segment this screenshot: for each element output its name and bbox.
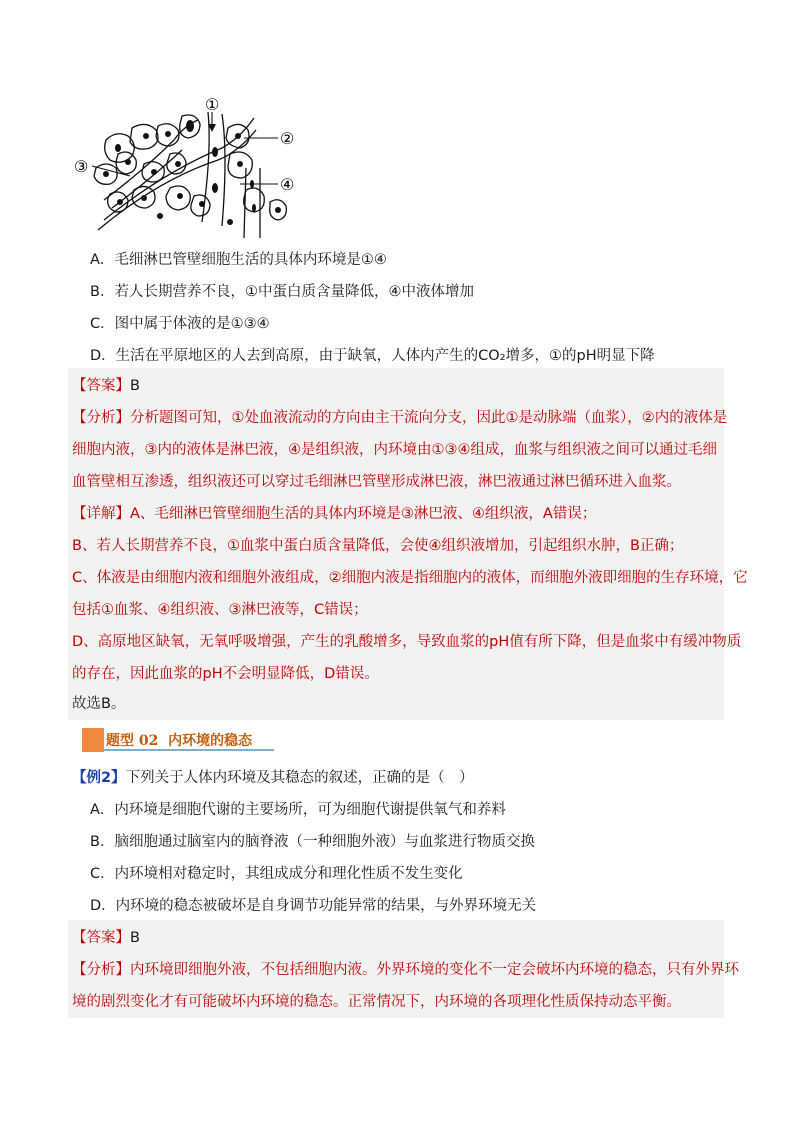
q1-option-c: C．图中属于体液的是①③④: [90, 316, 270, 332]
q1-conclusion: 故选B。: [72, 696, 126, 712]
q1-detail-line-2: B、若人长期营养不良，①血浆中蛋白质含量降低，会使④组织液增加，引起组织水肿，B正确；: [72, 538, 684, 554]
q1-detail-line-3: C、体液是由细胞内液和细胞外液组成，②细胞内液是指细胞内的液体，而细胞外液即细胞的生存环境，它: [72, 570, 748, 586]
answer-value: B: [130, 378, 140, 394]
q1-answer: [72, 376, 140, 396]
q1-option-b: B．若人长期营养不良，①中蛋白质含量降低，④中液体增加: [90, 284, 474, 300]
q2-analysis-line-1: 【分析】内环境即细胞外液，不包括细胞内液。外界环境的变化不一定会破坏内环境的稳态，只有外界环: [72, 962, 739, 978]
q1-detail-line-6: 的存在，因此血浆的pH不会明显降低，D错误。: [72, 666, 379, 682]
diagram-svg: [70, 92, 310, 242]
q2-option-b: B．脑细胞通过脑室内的脑脊液（一种细胞外液）与血浆进行物质交换: [90, 834, 535, 850]
q1-option-d: D．生活在平原地区的人去到高原，由于缺氧，人体内产生的CO₂增多，①的pH明显下降: [90, 348, 655, 364]
analysis-tag: 【分析】: [72, 410, 130, 426]
diagram-label-1: ①: [205, 95, 220, 114]
q2-option-d: D．内环境的稳态被破坏是自身调节功能异常的结果，与外界环境无关: [90, 898, 537, 914]
detail-tag: 【详解】: [72, 506, 130, 522]
diagram-label-3: ③: [74, 157, 89, 176]
answer-tag: 【答案】: [72, 378, 130, 394]
diagram-label-4: ④: [280, 175, 295, 194]
q2-option-c: C．内环境相对稳定时，其组成成分和理化性质不发生变化: [90, 866, 463, 882]
example-tag: 【例2】: [72, 770, 126, 786]
q2-analysis-line-2: 境的剧烈变化才有可能破坏内环境的稳态。正常情况下，内环境的各项理化性质保持动态平衡。: [72, 994, 681, 1010]
diagram-label-2: ②: [280, 129, 295, 148]
q1-option-a: A．毛细淋巴管壁细胞生活的具体内环境是①④: [90, 252, 387, 268]
tissue-fluid-diagram: [70, 92, 310, 242]
q1-detail-line-4: 包括①血浆、④组织液、③淋巴液等，C错误；: [72, 602, 368, 618]
q1-detail-line-1: 【详解】A、毛细淋巴管壁细胞生活的具体内环境是③淋巴液、④组织液，A错误；: [72, 506, 597, 522]
q1-analysis-line-1: 【分析】分析题图可知，①处血液流动的方向由主干流向分支，因此①是动脉端（血浆），②内的液体是: [72, 410, 728, 426]
q2-answer: 【答案】B: [72, 930, 140, 946]
q1-answer-block: [68, 368, 748, 720]
section-marker: [82, 728, 104, 752]
q1-analysis-line-3: 血管壁相互渗透，组织液还可以穿过毛细淋巴管壁形成淋巴液，淋巴液通过淋巴循环进入血浆。: [72, 474, 681, 490]
q2-answer-block: [68, 920, 739, 1018]
q2-option-a: A．内环境是细胞代谢的主要场所，可为细胞代谢提供氧气和养料: [90, 802, 506, 818]
q2-stem: 【例2】下列关于人体内环境及其稳态的叙述，正确的是（ ）: [72, 770, 474, 786]
section-title: 题型 02 内环境的稳态: [106, 733, 253, 749]
q1-detail-line-5: D、高原地区缺氧，无氧呼吸增强，产生的乳酸增多，导致血浆的pH值有所下降，但是血浆中有缓冲物质: [72, 634, 742, 650]
q1-analysis-line-2: 细胞内液，③内的液体是淋巴液，④是组织液，内环境由①③④组成，血浆与组织液之间可以通过毛细: [72, 442, 717, 458]
